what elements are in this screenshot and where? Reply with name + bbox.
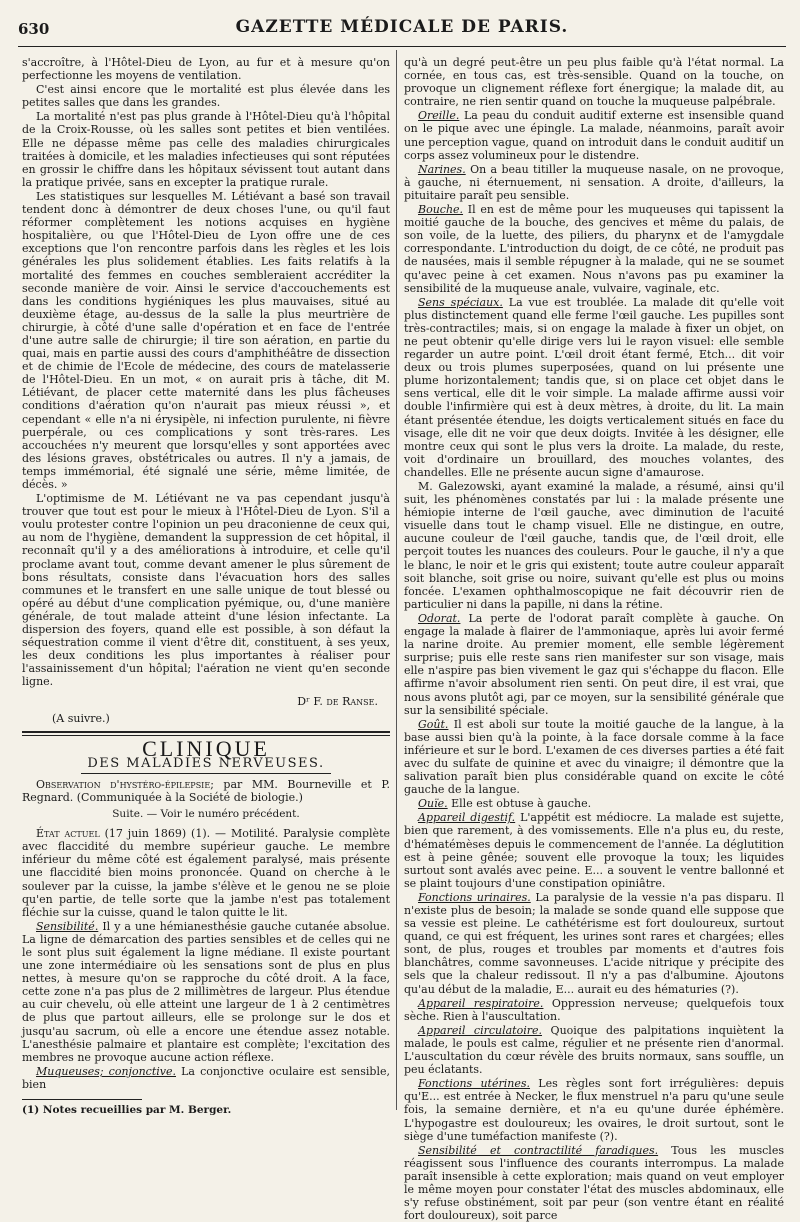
section-title: CLINIQUE [142, 735, 270, 761]
page-header [18, 12, 786, 47]
paragraph: La mortalité n'est pas plus grande à l'Hôtel-Dieu qu'à l'hôpital de la Croix-Rousse, où les salles sont petites et bien ventilées. Elle ne dépasse même pas celle des maladies chirurgicales traitées à domicile, et les maladies infectieuses qui sont réputées en grossir le chiffre dans les hôpitaux sévissent tout autant dans la pratique privée, sans en excepter la pratique rurale. [22, 110, 390, 189]
paragraph: Oreille. La peau du conduit auditif externe est insensible quand on le pique avec une épingle. La malade, néanmoins, paraît avoir une perception vague, quand on introduit dans le conduit auditif un corps assez volumineux pour le distendre. [404, 109, 784, 162]
paragraph: qu'à un degré peut-être un peu plus faible qu'à l'état normal. La cornée, en tous cas, est très-sensible. Quand on la touche, on provoque un clignement réflexe fort énergique; la malade dit, au contraire, ne rien sentir quand on touche la muqueuse palpébrale. [404, 56, 784, 109]
paragraph: Appareil respiratoire. Oppression nerveuse; quelquefois toux sèche. Rien à l'auscultation. [404, 996, 784, 1023]
paragraph: Goût. Il est aboli sur toute la moitié gauche de la langue, à la base aussi bien qu'à la pointe, à la face dorsale comme à la face inférieure et sur le bord. L'examen de ces diverses parties a été fait avec du sulfate de quinine et avec du vinaigre; il démontre que la salivation paraît bien plus considérable quand on excite le côté gauche de la langue. [404, 717, 784, 797]
observation-heading: Observation d'hystéro-épilepsie; par MM. Bourneville et P. Regnard. (Communiquée à la Société de biologie.) [22, 777, 390, 804]
paragraph: Fonctions urinaires. La paralysie de la vessie n'a pas disparu. Il n'existe plus de besoin; la malade se sonde quand elle suppose que sa vessie est pleine. Le cathétérisme est fort douloureux, surtout quand, ce qui est fréquent, les urines sont rares et chargées; elles sont, de plus, rouges et troubles par moments et d'autres fois blanchâtres, comme savonneuses. L'acide nitrique y précipite des sels que la chaleur redissout. Il n'y a pas d'albumine. Ajoutons qu'au début de la maladie, E... aurait eu des hématuries (?). [404, 890, 784, 996]
footnote-rule [22, 1099, 142, 1100]
paragraph: Narines. On a beau titiller la muqueuse nasale, on ne provoque, à gauche, ni éternuement, ni sensation. A droite, d'ailleurs, la pituitaire paraît peu sensible. [404, 162, 784, 202]
paragraph: Sensibilité. Il y a une hémianesthésie gauche cutanée absolue. La ligne de démarcation des parties sensibles et de celles qui ne le sont plus suit également la ligne médiane. Il existe pourtant une zone intermédiaire où les sensations sont de plus en plus nettes, à mesure qu'on se rapproche du côté droit. A la face, cette zone n'a pas plus de 2 millimètres de largeur. Plus étendue au cuir chevelu, où elle atteint une largeur de 1 à 2 centimètres de plus que partout ailleurs, elle se prolonge sur le dos et jusqu'au sacrum, où elle a encore une étendue assez notable. L'anesthésie palmaire et plantaire est complète; l'excitation des membres ne provoque aucune action réflexe. [22, 919, 390, 1064]
footnote: (1) Notes recueillies par M. Berger. [22, 1104, 232, 1117]
to-be-continued: (A suivre.) [52, 711, 110, 725]
continuation-note: Suite. — Voir le numéro précédent. [112, 808, 300, 821]
right-column [404, 56, 784, 1222]
author-signature [22, 695, 378, 708]
paragraph: L'optimisme de M. Létiévant ne va pas cependant jusqu'à trouver que tout est pour le mieux à l'Hôtel-Dieu de Lyon. S'il a voulu protester contre l'opinion un peu draconienne de ceux qui, au nom de l'hygiène, demandent la suppression de cet hôpital, il reconnaît qu'il y a des améliorations à introduire, et celle qu'il proclame avant tout, comme devant amener le plus sûrement de bons résultats, consiste dans l'évacuation hors des salles communes et le transfert en une salle unique de tout blessé ou opéré au début d'une complication pyémique, ou, d'une manière générale, de tout malade atteint d'une lésion infectante. La dispersion des foyers, quand elle est possible, à son défaut la séquestration comme il vient d'être dit, constituent, à ses yeux, les deux conditions les plus importantes à réaliser pour l'assainissement d'un hôpital; l'aération ne vient qu'en seconde ligne. [22, 492, 390, 689]
column-divider [396, 50, 397, 1110]
paragraph: Bouche. Il en est de même pour les muqueuses qui tapissent la moitié gauche de la bouche, des gencives et même du palais, de son voile, de la luette, des piliers, du pharynx et de l'amygdale correspondante. L'introduction du doigt, de ce côté, ne produit pas de nausées, mais il semble répugner à la malade, qui ne se soumet qu'avec peine à cet examen. Nous n'avons pas pu examiner la sensibilité de la muqueuse anale, vulvaire, vaginale, etc. [404, 203, 784, 295]
paragraph: Ouïe. Elle est obtuse à gauche. [418, 797, 592, 811]
paragraph: Appareil circulatoire. Quoique des palpitations inquiètent la malade, le pouls est calme, régulier et ne présente rien d'anormal. L'auscultation du cœur révèle des bruits normaux, sans souffle, un peu éclatants. [404, 1023, 784, 1077]
paragraph: Odorat. La perte de l'odorat paraît complète à gauche. On engage la malade à flairer de l'ammoniaque, après lui avoir fermé la narine droite. Au premier moment, elle semble légèrement surprise; puis elle reste sans rien manifester sur son visage, mais elle n'aspire pas bien vivement le gaz qui s'échappe du flacon. Elle affirme n'avoir absolument rien senti. On peut dire, il est vrai, que nous avons plutôt agi, par ce moyen, sur la sensibilité générale que sur la sensibilité spéciale. [404, 611, 784, 717]
section-rule [22, 731, 390, 733]
paragraph: Muqueuses; conjonctive. La conjonctive oculaire est sensible, bien [22, 1064, 390, 1091]
journal-title: GAZETTE MÉDICALE DE PARIS. [235, 17, 569, 37]
paragraph: M. Galezowski, ayant examiné la malade, a résumé, ainsi qu'il suit, les phénomènes constatés par lui : la malade présente une hémiopie interne de l'œil gauche, avec diminution de l'acuité visuelle dans tout le champ visuel. Elle ne distingue, en outre, aucune couleur de l'œil gauche, tandis que, de l'œil droit, elle perçoit toutes les nuances des couleurs. Pour le gauche, il n'y a que le blanc, le noir et le gris qui existent; toute autre couleur apparaît soit blanche, soit grise ou noire, suivant qu'elle est plus ou moins foncée. L'examen ophthalmoscopique ne fait découvrir rien de particulier ni dans la papille, ni dans la rétine. [404, 480, 784, 611]
paragraph: État actuel (17 juin 1869) (1). — Motilité. Paralysie complète avec flaccidité du membre supérieur gauche. Le membre inférieur du même côté est également paralysé, mais présente une flaccidité bien moins prononcée. Quand on cherche à le soulever par la cuisse, la jambe s'élève et le genou ne se ploie qu'en partie, de telle sorte que la jambe n'est pas totalement fléchie sur la cuisse, quand le talon quitte le lit. [22, 827, 390, 919]
signature-prefix: Dʳ F. [297, 694, 323, 708]
paragraph: s'accroître, à l'Hôtel-Dieu de Lyon, au fur et à mesure qu'on perfectionne les moyens de ventilation. [22, 56, 390, 83]
paragraph: Fonctions utérines. Les règles sont fort irrégulières: depuis qu'E... est entrée à Necker, le flux menstruel n'a paru qu'une seule fois, la semaine dernière, et n'a eu qu'une durée éphémère. L'hypogastre est douloureux; les ovaires, le droit surtout, sont le siège d'une tuméfaction manifeste (?). [404, 1077, 784, 1143]
paragraph: C'est ainsi encore que le mortalité est plus élevée dans les petites salles que dans les grandes. [22, 83, 390, 110]
paragraph: Les statistiques sur lesquelles M. Létiévant a basé son travail tendent donc à démontrer de deux choses l'une, ou qu'il faut réformer complètement les notions acquises en hygiène hospitalière, ou que l'Hôtel-Dieu de Lyon offre une de ces exceptions que l'on rencontre parfois dans les règles et les lois générales les plus solidement établies. Les faits relatifs à la mortalité des femmes en couches sembleraient accréditer la seconde manière de voir. Ainsi le service d'accouchements est dans les conditions hygiéniques les plus mauvaises, situé au deuxième étage, au-dessus de la salle la plus meurtrière de chirurgie, à côté d'une salle d'opération et en face de l'entrée d'une autre salle de chirurgie; il tire son aération, en partie du quai, mais en partie aussi des cours d'amphithéâtre de dissection et de chimie de l'Ecole de médecine, des cours de matelasserie de l'Hôtel-Dieu. En un mot, « on aurait pris à tâche, dit M. Létiévant, de placer cette maternité dans les plus fâcheuses conditions d'aération qu'on n'aurait pas mieux réussi », et cependant « elle n'a ni érysipèle, ni infection purulente, ni fièvre puerpérale, ou ces complications y sont très-rares. Les accouchées n'y meurent que lorsqu'elles y sont apportées avec des lésions graves, obstétricales ou autres. Il n'y a jamais, de temps immémorial, été signalé une série, même limitée, de décès. » [22, 189, 390, 491]
paragraph: Appareil digestif. L'appétit est médiocre. La malade est sujette, bien que rarement, à des vomissements. Elle n'a plus eu, du reste, d'hématémèses depuis le commencement de l'année. La déglutition est à peine gênée; souvent elle provoque la toux; les liquides surtout sont avalés avec peine. E... a souvent le ventre ballonné et se plaint toujours d'une constipation opiniâtre. [404, 811, 784, 890]
page-number: 630 [18, 20, 50, 38]
paragraph: Sensibilité et contractilité faradiques. Tous les muscles réagissent sous l'influence des courants interrompus. La malade paraît insensible à cette exploration; mais quand on veut employer le même moyen pour constater l'état des muscles abdominaux, elle s'y refuse obstinément, soit par peur (son ventre étant en réalité fort douloureux), soit parce [404, 1143, 784, 1222]
left-column [22, 56, 390, 1117]
signature-name: de Ranse. [326, 694, 378, 708]
paragraph: Sens spéciaux. La vue est troublée. La malade dit qu'elle voit plus distinctement quand elle ferme l'œil gauche. Les pupilles sont très-contractiles; mais, si on engage la malade à fixer un objet, on ne peut obtenir qu'elle dirige vers lui le rayon visuel: elle semble regarder un autre point. L'œil droit étant fermé, Etch... dit voir deux ou trois plumes superposées, quand on lui présente une plume horizontalement; tandis que, si on place cet objet dans le sens vertical, elle dit le voir simple. La malade affirme aussi voir double l'infirmière qui est à deux mètres, à droite, du lit. La main étant présentée étendue, les doigts verticalement situés en face du visage, elle dit ne voir que deux doigts. Invitée à les désigner, elle montre ceux qui sont le plus vers la droite. La malade, du reste, voit d'ordinaire un brouillard, des mouches volantes, des chandelles. Elle ne présente aucun signe d'amaurose. [404, 295, 784, 479]
section-subtitle: DES MALADIES NERVEUSES. [22, 757, 390, 770]
